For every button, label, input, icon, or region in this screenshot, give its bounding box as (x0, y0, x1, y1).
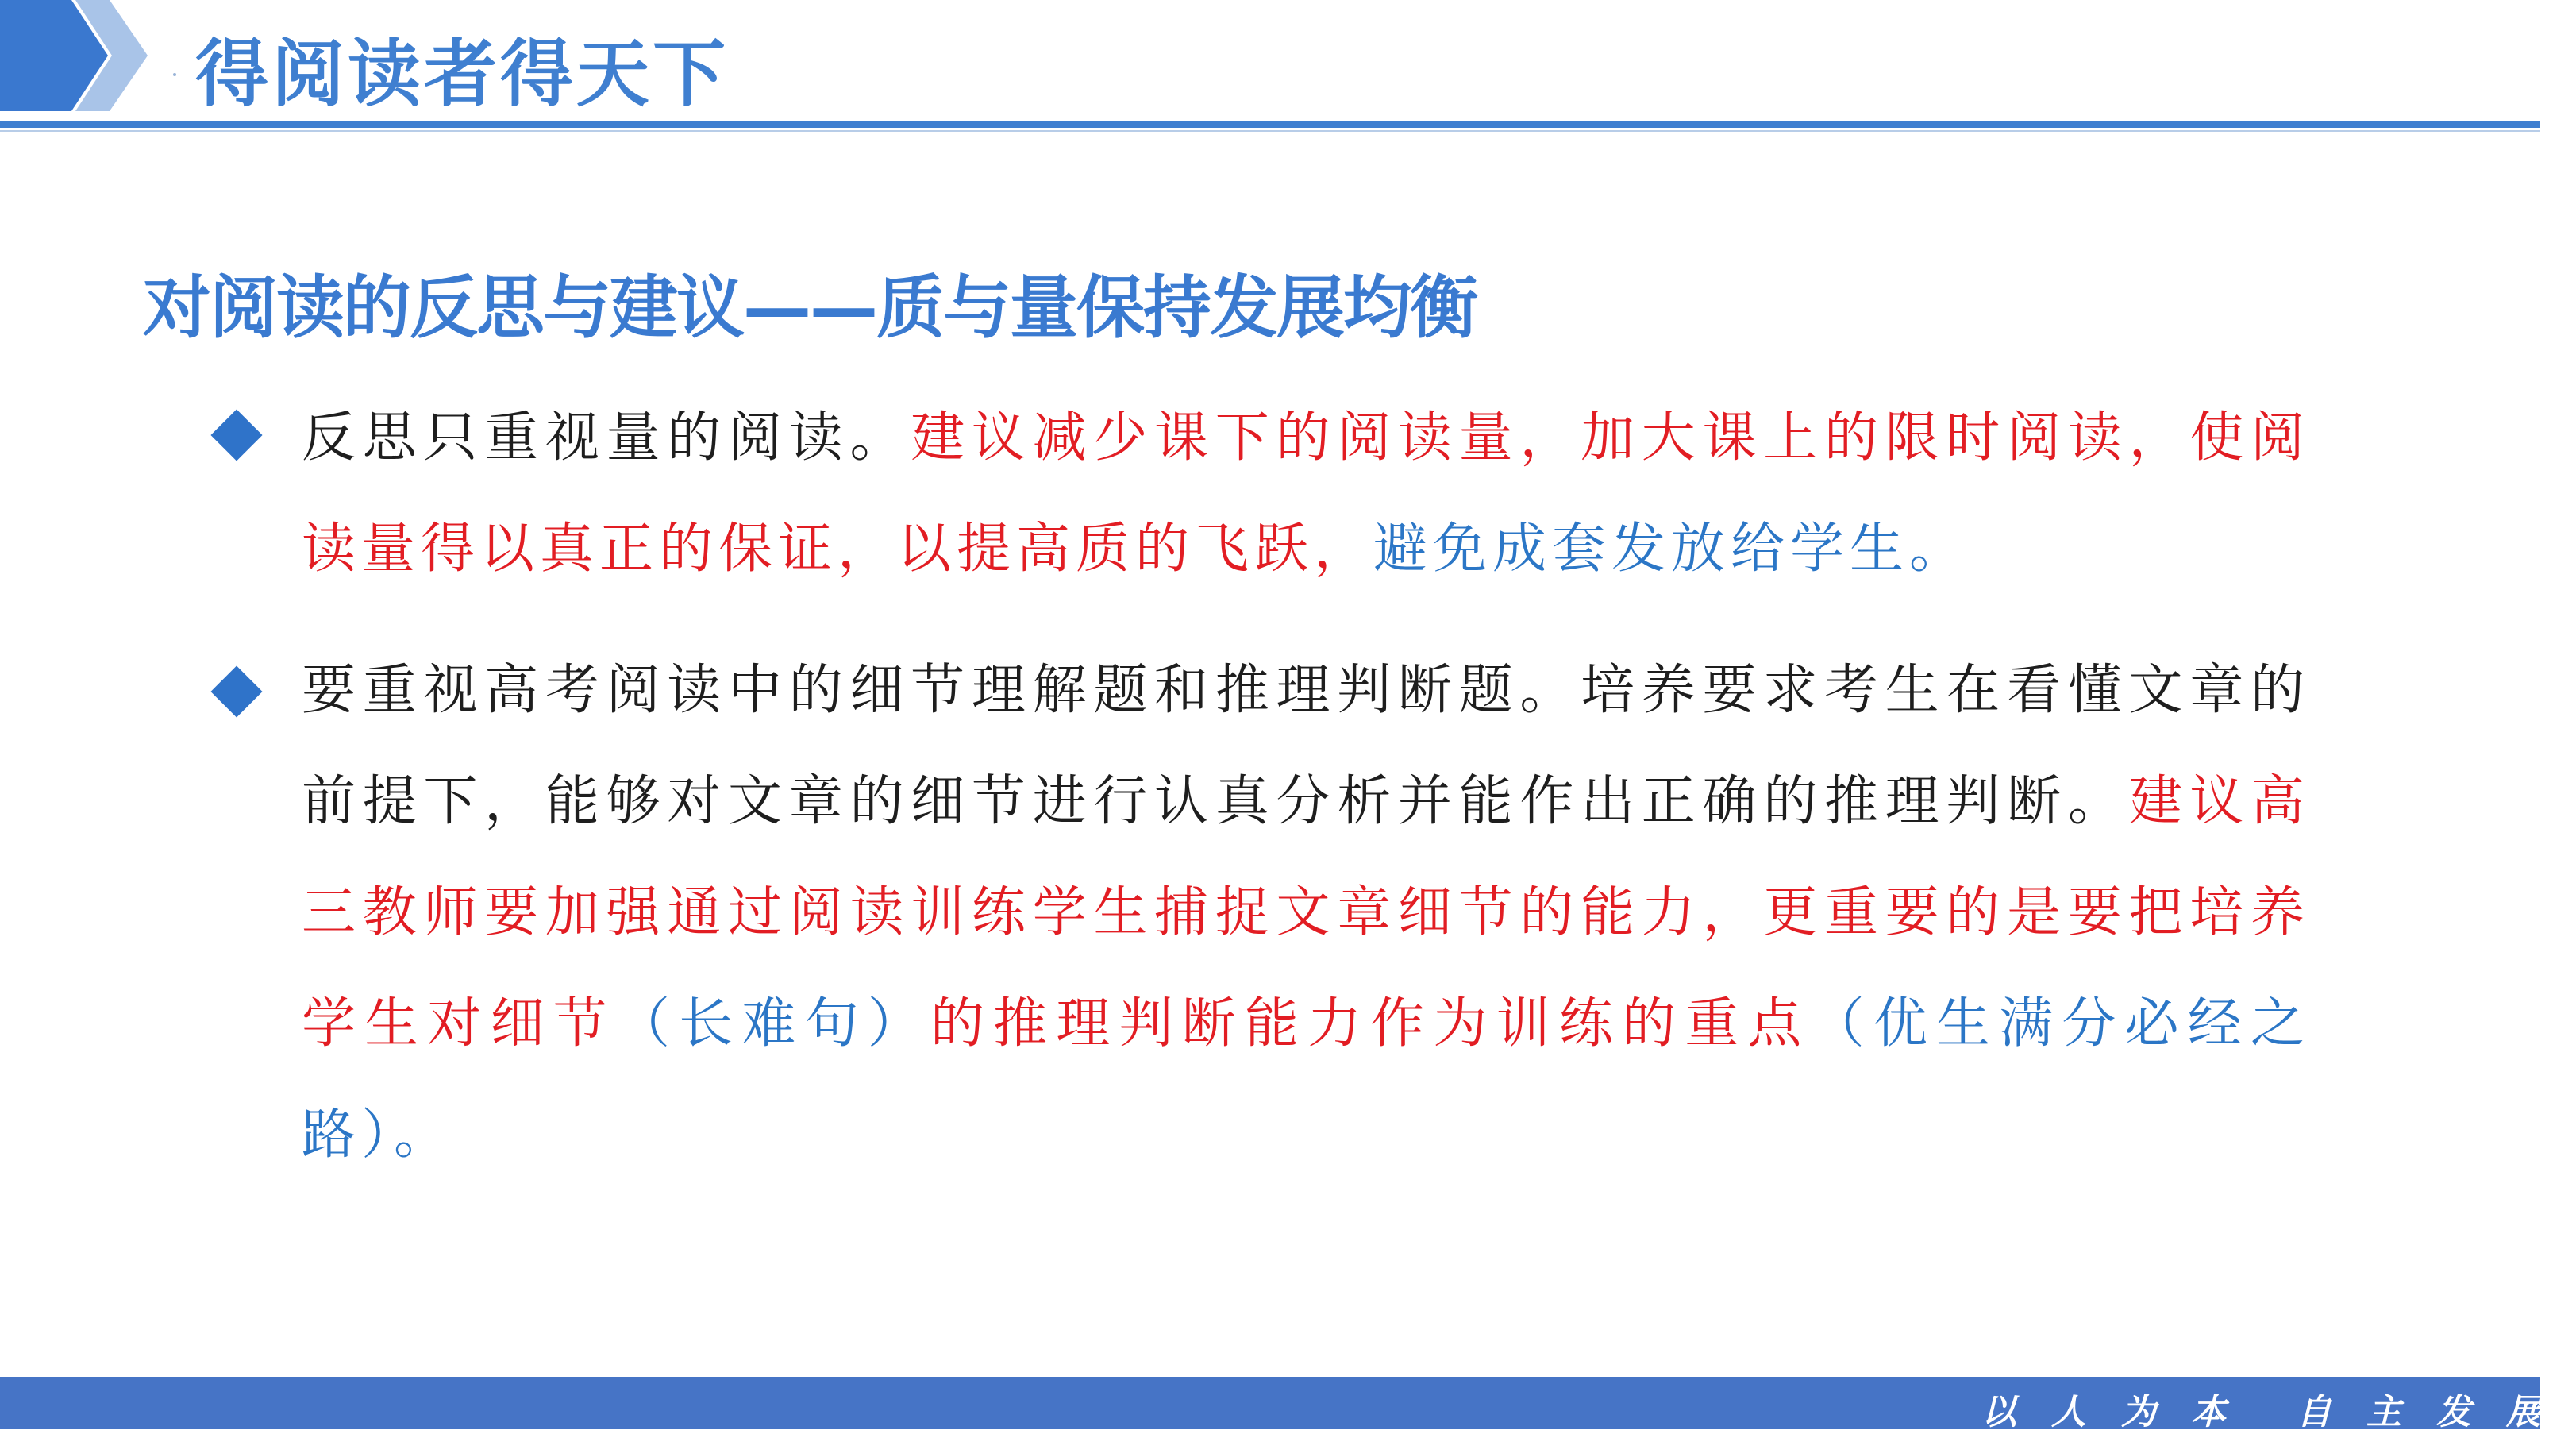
text-segment: 要重视高考阅读中的细节理解题和推理判断题。培养要求考生在看懂文章的前提下，能够对文章的细节进行认真分析并能作出正确的推理判断。 (302, 659, 2310, 833)
text-segment-highlight: 建议高三教师要加强通过阅读训练学生捕捉文章细节的能力，更重要的是要把培养学生对细节 (302, 770, 2310, 1055)
bullet-paragraph (302, 383, 2310, 605)
section-subtitle: 对阅读的反思与建议——质与量保持发展均衡 (143, 268, 1477, 348)
text-segment-note: （长难句） (615, 993, 930, 1055)
bullet-item (302, 383, 2310, 605)
text-segment-highlight: 建议减少课下的阅读量，加大课上的限时阅读，使阅读量得以真正的保证，以提高质的飞跃， (302, 407, 2310, 580)
text-segment: 反思只重视量的阅读。 (302, 407, 911, 469)
diamond-bullet-icon (210, 409, 262, 461)
footer-motto-left: 以人为本 (1981, 1392, 2261, 1432)
header-chevron-icon (0, 0, 159, 119)
footer-bar (0, 1377, 2576, 1432)
diamond-bullet-icon (210, 665, 262, 717)
header-divider (0, 121, 2540, 128)
text-segment-note: （优生满分必经之路）。 (302, 993, 2310, 1166)
text-segment-note: 避免成套发放给学生。 (1373, 518, 1970, 580)
header-dot (173, 73, 176, 76)
footer-motto-right: 自主发展 (2297, 1392, 2576, 1432)
header-title: 得阅读者得天下 (195, 32, 730, 117)
bullet-item (302, 635, 2310, 1191)
bullet-paragraph (302, 635, 2310, 1191)
header-divider-thin (0, 130, 2540, 132)
text-segment-highlight: 的推理判断能力作为训练的重点 (930, 993, 1811, 1055)
